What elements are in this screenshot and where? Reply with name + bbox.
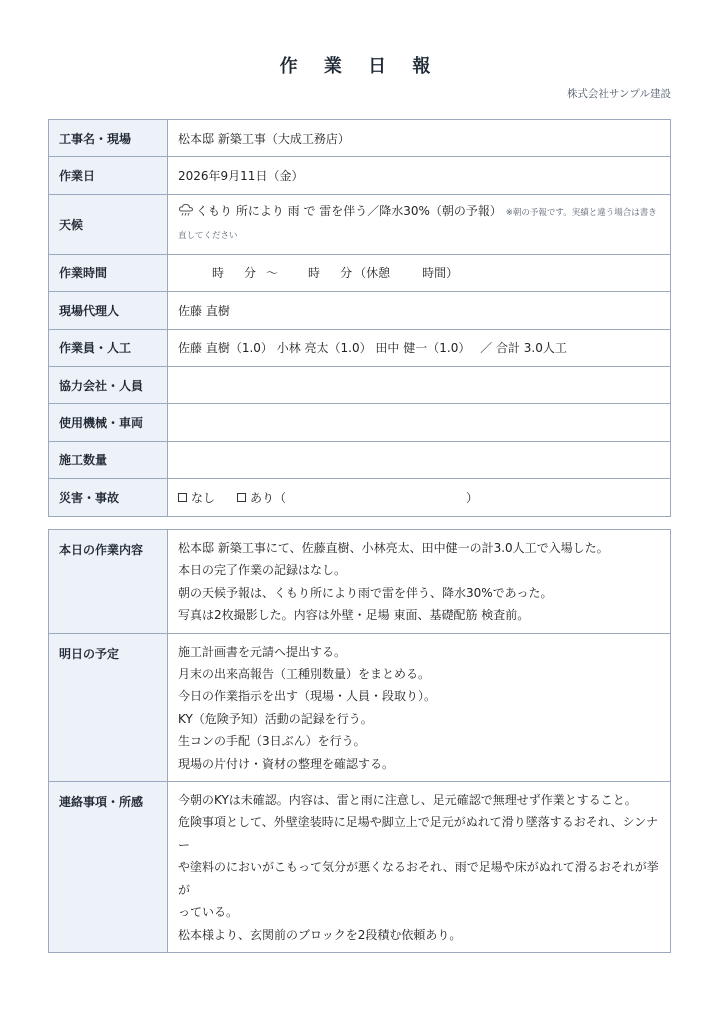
quantity-label: 施工数量: [49, 441, 168, 478]
partners-value[interactable]: [168, 366, 671, 403]
end-minute-unit: 分: [340, 266, 353, 281]
row-partners: [49, 366, 671, 403]
accident-close-paren: ）: [466, 490, 479, 505]
tomorrow-content[interactable]: [168, 633, 671, 781]
accident-none-label: なし: [191, 490, 216, 505]
row-quantity: [49, 441, 671, 478]
notes-line: 松本様より、玄関前のブロックを2段積む依頼あり。: [178, 927, 462, 942]
notes-label: 連絡事項・所感: [49, 782, 168, 953]
header-info-table: [48, 119, 671, 517]
accident-label: 災害・事故: [49, 479, 168, 516]
row-notes: [49, 782, 671, 953]
weather-value: くもり 所により 雨 で 雷を伴う／降水30%（朝の予報）: [196, 204, 502, 219]
notes-line: 今朝のKYは未確認。内容は、雷と雨に注意し、足元確認で無理せず作業とすること。: [178, 793, 637, 808]
quantity-value[interactable]: [168, 441, 671, 478]
manager-label: 現場代理人: [49, 292, 168, 329]
tomorrow-label: 明日の予定: [49, 633, 168, 781]
manager-value[interactable]: 佐藤 直樹: [168, 292, 671, 329]
tomorrow-line: 月末の出来高報告（工種別数量）をまとめる。: [178, 667, 431, 682]
tomorrow-line: 現場の片付け・資材の整理を確認する。: [178, 756, 395, 771]
equipment-value[interactable]: [168, 404, 671, 441]
row-today: [49, 530, 671, 634]
weather-line: [178, 201, 660, 247]
tomorrow-line: KY（危険予知）活動の記録を行う。: [178, 711, 373, 726]
partners-label: 協力会社・人員: [49, 366, 168, 403]
date-label: 作業日: [49, 157, 168, 194]
notes-line: っている。: [178, 905, 239, 920]
notes-line: や塗料のにおいがこもって気分が悪くなるおそれ、雨で足場や床がぬれて滑るおそれが挙が: [178, 860, 659, 897]
hours-cell[interactable]: [168, 254, 671, 291]
tomorrow-line: 生コンの手配（3日ぶん）を行う。: [178, 734, 366, 749]
tomorrow-line: 今日の作業指示を出す（現場・人員・段取り）。: [178, 689, 437, 704]
accident-exists-label: あり（: [250, 490, 287, 505]
row-site: [49, 120, 671, 157]
weather-cell[interactable]: [168, 194, 671, 254]
company-name: 株式会社サンプル建設: [566, 88, 671, 100]
equipment-label: 使用機械・車両: [49, 404, 168, 441]
accident-cell: [168, 479, 671, 516]
break-open: （休憩: [354, 266, 391, 281]
site-value[interactable]: 松本邸 新築工事（大成工務店）: [168, 120, 671, 157]
notes-line: 危険事項として、外壁塗装時に足場や脚立上で足元がぬれて滑り墜落するおそれ、シンナー: [178, 815, 659, 852]
row-weather: [49, 194, 671, 254]
row-hours: [49, 254, 671, 291]
notes-content[interactable]: [168, 782, 671, 953]
start-hour-unit: 時: [212, 266, 225, 281]
report-body-table: [48, 529, 671, 953]
accident-none-checkbox[interactable]: [178, 493, 187, 502]
site-label: 工事名・現場: [49, 120, 168, 157]
weather-label: 天候: [49, 194, 168, 254]
today-line: 本日の完了作業の記録はなし。: [178, 563, 347, 578]
workers-label: 作業員・人工: [49, 329, 168, 366]
range-tilde: 〜: [266, 266, 279, 281]
today-line: 松本邸 新築工事にて、佐藤直樹、小林亮太、田中健一の計3.0人工で入場した。: [178, 541, 609, 555]
today-content[interactable]: [168, 530, 671, 634]
document-title: 作 業 日 報: [279, 56, 441, 77]
today-line: 朝の天候予報は、くもり所により雨で雷を伴う、降水30%であった。: [178, 585, 553, 600]
today-label: 本日の作業内容: [49, 530, 168, 634]
row-workers: [49, 329, 671, 366]
row-accident: [49, 479, 671, 516]
row-tomorrow: [49, 633, 671, 781]
end-hour-unit: 時: [308, 266, 321, 281]
accident-exists-checkbox[interactable]: [237, 493, 246, 502]
tomorrow-line: 施工計画書を元請へ提出する。: [178, 644, 347, 659]
rain-cloud-icon: [178, 203, 194, 217]
hours-label: 作業時間: [49, 254, 168, 291]
workers-value[interactable]: 佐藤 直樹（1.0） 小林 亮太（1.0） 田中 健一（1.0） ／ 合計 3.0人工: [168, 329, 671, 366]
row-manager: [49, 292, 671, 329]
row-equipment: [49, 404, 671, 441]
today-line: 写真は2枚撮影した。内容は外壁・足場 東面、基礎配筋 検査前。: [178, 608, 530, 623]
date-value[interactable]: 2026年9月11日（金）: [168, 157, 671, 194]
break-close: 時間）: [422, 266, 459, 281]
weather-note: ※朝の予報です。実績と違う場合は書き直してください: [178, 208, 657, 242]
start-minute-unit: 分: [244, 266, 257, 281]
row-date: [49, 157, 671, 194]
